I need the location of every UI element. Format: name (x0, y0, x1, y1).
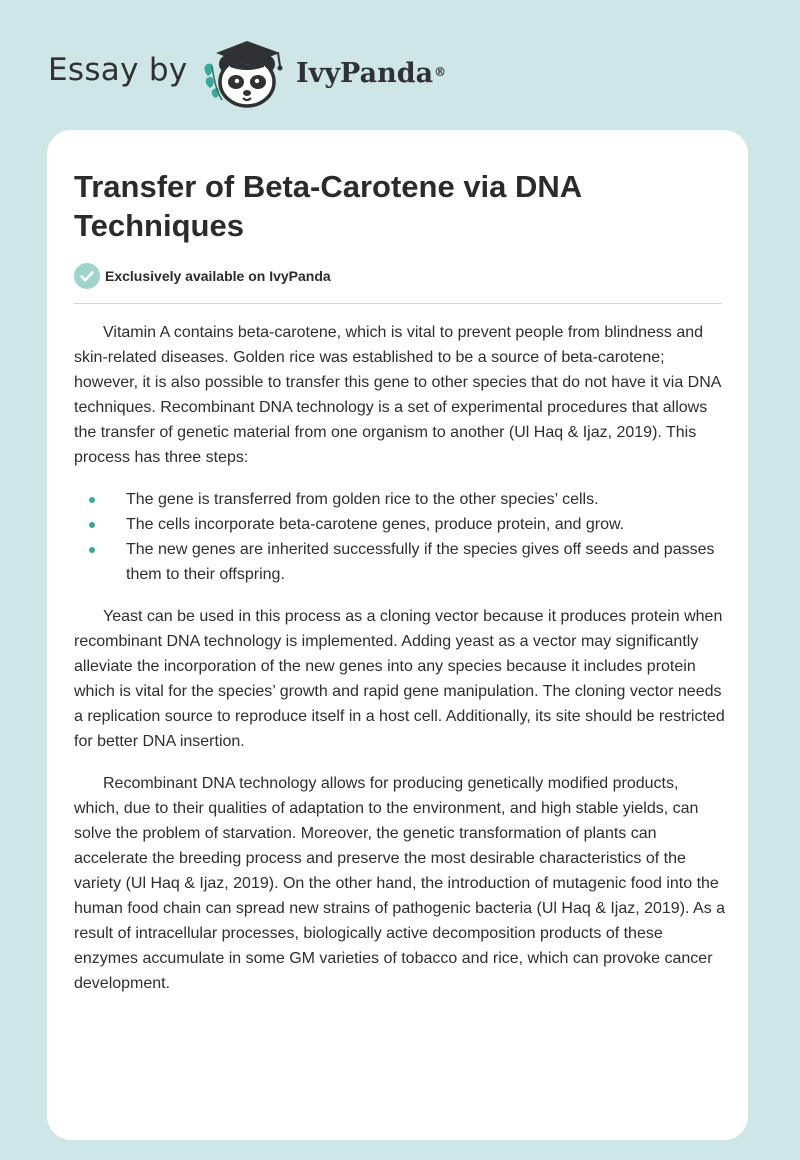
check-circle-icon (74, 263, 100, 289)
list-item: The new genes are inherited successfully if the species gives off seeds and passes them to their offspring. (74, 537, 726, 587)
list-item: The cells incorporate beta-carotene genes, produce protein, and grow. (74, 512, 726, 537)
essay-by-label: Essay by (48, 52, 188, 88)
paragraph-recombinant: Recombinant DNA technology allows for producing genetically modified products, which, due to their qualities of adaptation to the environment, and high stable yields, can solve the problem of starvation. Moreover, the genetic transformation of plants can accelerate the breeding process and preserve the most desirable characteristics of the variety (Ul Haq & Ijaz, 2019). On the other hand, the introduction of mutagenic food into the human food chain can spread new strains of pathogenic bacteria (Ul Haq & Ijaz, 2019). As a result of intracellular processes, biologically active decomposition products of these enzymes accumulate in some GM varieties of tobacco and rice, which can provoke cancer development. (74, 775, 726, 992)
steps-list (74, 487, 726, 587)
title-divider (74, 303, 722, 304)
registered-mark: ® (434, 65, 447, 79)
essay-card (47, 130, 748, 1140)
site-header (0, 0, 800, 130)
panda-graduate-logo-icon[interactable] (200, 36, 290, 110)
essay-body (74, 320, 726, 1013)
brand-text: IvyPanda (296, 58, 434, 89)
exclusive-badge (74, 263, 331, 289)
list-item: The gene is transferred from golden rice to the other species’ cells. (74, 487, 726, 512)
paragraph-yeast: Yeast can be used in this process as a cloning vector because it produces protein when recombinant DNA technology is implemented. Adding yeast as a vector may significantly alleviate the incorporation of the new genes into any species because it includes protein which is vital for the species’ growth and rapid gene manipulation. The cloning vector needs a replication source to reproduce itself in a host cell. Additionally, its site should be restricted for better DNA insertion. (74, 608, 725, 750)
essay-title: Transfer of Beta-Carotene via DNA Techniques (74, 169, 582, 243)
brand-name[interactable] (296, 54, 446, 94)
paragraph-intro: Vitamin A contains beta-carotene, which is vital to prevent people from blindness and skin-related diseases. Golden rice was established to be a source of beta-carotene; however, it is also possible to transfer this gene to other species that do not have it via DNA techniques. Recombinant DNA technology is a set of experimental procedures that allows the transfer of genetic material from one organism to another (Ul Haq & Ijaz, 2019). This process has three steps: (74, 324, 721, 466)
exclusive-badge-text: Exclusively available on IvyPanda (105, 268, 331, 284)
